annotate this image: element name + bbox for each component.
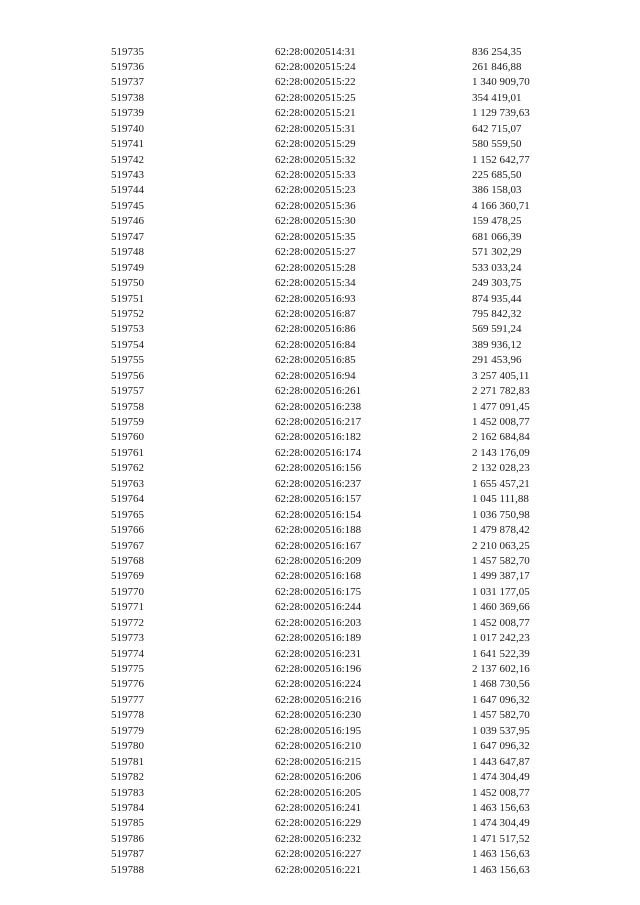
table-row (0, 183, 640, 198)
row-number: 519741 (111, 138, 144, 151)
cadastral-value: 571 302,29 (472, 246, 522, 259)
row-number: 519766 (111, 524, 144, 537)
table-row (0, 338, 640, 353)
table-row (0, 786, 640, 801)
cadastral-value: 1 039 537,95 (472, 724, 530, 737)
cadastral-value-table (0, 45, 640, 879)
row-number: 519768 (111, 554, 144, 567)
table-row (0, 477, 640, 492)
row-number: 519785 (111, 817, 144, 830)
row-number: 519749 (111, 261, 144, 274)
cadastral-number: 62:28:0020516:237 (275, 477, 362, 490)
table-row (0, 863, 640, 878)
table-row (0, 569, 640, 584)
table-row (0, 693, 640, 708)
cadastral-value: 1 647 096,32 (472, 740, 530, 753)
cadastral-number: 62:28:0020515:34 (275, 277, 356, 290)
row-number: 519771 (111, 601, 144, 614)
table-row (0, 91, 640, 106)
cadastral-value: 2 210 063,25 (472, 539, 530, 552)
cadastral-value: 1 045 111,88 (472, 493, 529, 506)
cadastral-value: 1 474 304,49 (472, 817, 530, 830)
cadastral-number: 62:28:0020515:22 (275, 76, 356, 89)
cadastral-value: 1 340 909,70 (472, 76, 530, 89)
row-number: 519780 (111, 740, 144, 753)
row-number: 519788 (111, 863, 144, 876)
cadastral-value: 1 031 177,05 (472, 585, 530, 598)
cadastral-number: 62:28:0020516:217 (275, 416, 362, 428)
row-number: 519779 (111, 724, 144, 737)
cadastral-number: 62:28:0020516:84 (275, 338, 356, 351)
row-number: 519743 (111, 169, 144, 181)
row-number: 519760 (111, 431, 144, 444)
cadastral-value: 1 463 156,63 (472, 848, 530, 861)
table-row (0, 384, 640, 399)
cadastral-number: 62:28:0020516:94 (275, 369, 356, 382)
row-number: 519746 (111, 215, 144, 228)
cadastral-value: 1 017 242,23 (472, 632, 530, 645)
cadastral-number: 62:28:0020516:230 (275, 709, 362, 722)
table-row (0, 276, 640, 291)
cadastral-number: 62:28:0020515:21 (275, 107, 356, 120)
cadastral-number: 62:28:0020515:24 (275, 60, 356, 73)
cadastral-number: 62:28:0020516:93 (275, 292, 356, 305)
cadastral-number: 62:28:0020516:215 (275, 755, 362, 768)
table-row (0, 631, 640, 646)
cadastral-value: 1 457 582,70 (472, 554, 530, 567)
table-row (0, 60, 640, 75)
table-row (0, 492, 640, 507)
row-number: 519736 (111, 60, 144, 73)
table-row (0, 137, 640, 152)
table-row (0, 647, 640, 662)
table-row (0, 230, 640, 245)
cadastral-value: 1 499 387,17 (472, 570, 530, 583)
row-number: 519765 (111, 508, 144, 521)
cadastral-value: 1 479 878,42 (472, 524, 530, 537)
row-number: 519737 (111, 76, 144, 89)
cadastral-value: 291 453,96 (472, 354, 522, 367)
table-row (0, 616, 640, 631)
table-row (0, 739, 640, 754)
row-number: 519740 (111, 122, 144, 135)
cadastral-number: 62:28:0020516:206 (275, 771, 362, 784)
table-row (0, 770, 640, 785)
cadastral-number: 62:28:0020516:87 (275, 307, 356, 320)
row-number: 519758 (111, 400, 144, 413)
cadastral-number: 62:28:0020516:195 (275, 724, 362, 737)
table-row (0, 153, 640, 168)
cadastral-value: 1 452 008,77 (472, 616, 530, 629)
cadastral-number: 62:28:0020515:28 (275, 261, 356, 274)
table-row (0, 847, 640, 862)
cadastral-number: 62:28:0020516:216 (275, 693, 362, 706)
table-row (0, 755, 640, 770)
cadastral-value: 1 463 156,63 (472, 863, 530, 876)
table-row (0, 322, 640, 337)
table-row (0, 353, 640, 368)
row-number: 519739 (111, 107, 144, 120)
cadastral-number: 62:28:0020514:31 (275, 45, 356, 58)
row-number: 519787 (111, 848, 144, 861)
cadastral-number: 62:28:0020515:36 (275, 199, 356, 212)
row-number: 519778 (111, 709, 144, 722)
table-row (0, 554, 640, 569)
cadastral-number: 62:28:0020516:205 (275, 786, 362, 799)
table-row (0, 461, 640, 476)
cadastral-number: 62:28:0020516:154 (275, 508, 362, 521)
table-row (0, 446, 640, 461)
cadastral-value: 386 158,03 (472, 184, 522, 197)
table-row (0, 430, 640, 445)
cadastral-number: 62:28:0020516:196 (275, 663, 362, 675)
cadastral-value: 1 474 304,49 (472, 771, 530, 784)
cadastral-number: 62:28:0020516:224 (275, 678, 362, 691)
cadastral-number: 62:28:0020516:174 (275, 446, 362, 459)
row-number: 519763 (111, 477, 144, 490)
cadastral-number: 62:28:0020516:182 (275, 431, 362, 444)
table-row (0, 75, 640, 90)
row-number: 519784 (111, 801, 144, 814)
cadastral-value: 1 647 096,32 (472, 693, 530, 706)
table-row (0, 801, 640, 816)
row-number: 519735 (111, 45, 144, 58)
cadastral-number: 62:28:0020515:25 (275, 91, 356, 104)
row-number: 519759 (111, 416, 144, 428)
row-number: 519777 (111, 693, 144, 706)
cadastral-value: 261 846,88 (472, 60, 522, 73)
row-number: 519776 (111, 678, 144, 691)
row-number: 519752 (111, 307, 144, 320)
cadastral-number: 62:28:0020516:229 (275, 817, 362, 830)
cadastral-value: 1 457 582,70 (472, 709, 530, 722)
row-number: 519773 (111, 632, 144, 645)
row-number: 519751 (111, 292, 144, 305)
table-row (0, 214, 640, 229)
row-number: 519747 (111, 230, 144, 243)
table-row (0, 45, 640, 60)
table-row (0, 292, 640, 307)
cadastral-number: 62:28:0020516:188 (275, 524, 362, 537)
cadastral-value: 2 143 176,09 (472, 446, 530, 459)
cadastral-value: 1 641 522,39 (472, 647, 530, 660)
cadastral-number: 62:28:0020516:241 (275, 801, 362, 814)
cadastral-number: 62:28:0020516:231 (275, 647, 362, 660)
cadastral-number: 62:28:0020516:210 (275, 740, 362, 753)
row-number: 519738 (111, 91, 144, 104)
table-row (0, 199, 640, 214)
row-number: 519742 (111, 153, 144, 166)
table-row (0, 724, 640, 739)
table-row (0, 539, 640, 554)
cadastral-value: 4 166 360,71 (472, 199, 530, 212)
cadastral-number: 62:28:0020516:189 (275, 632, 362, 645)
row-number: 519770 (111, 585, 144, 598)
cadastral-number: 62:28:0020516:86 (275, 323, 356, 336)
cadastral-value: 1 036 750,98 (472, 508, 530, 521)
row-number: 519750 (111, 277, 144, 290)
row-number: 519762 (111, 462, 144, 475)
table-row (0, 523, 640, 538)
table-row (0, 508, 640, 523)
row-number: 519757 (111, 385, 144, 398)
table-row (0, 415, 640, 430)
row-number: 519748 (111, 246, 144, 259)
cadastral-number: 62:28:0020516:157 (275, 493, 362, 506)
cadastral-value: 1 655 457,21 (472, 477, 530, 490)
cadastral-value: 159 478,25 (472, 215, 522, 228)
row-number: 519756 (111, 369, 144, 382)
row-number: 519783 (111, 786, 144, 799)
row-number: 519744 (111, 184, 144, 197)
row-number: 519774 (111, 647, 144, 660)
cadastral-value: 2 162 684,84 (472, 431, 530, 444)
table-row (0, 832, 640, 847)
table-row (0, 585, 640, 600)
cadastral-value: 795 842,32 (472, 307, 522, 320)
cadastral-value: 1 463 156,63 (472, 801, 530, 814)
row-number: 519772 (111, 616, 144, 629)
row-number: 519767 (111, 539, 144, 552)
cadastral-number: 62:28:0020516:209 (275, 554, 362, 567)
cadastral-value: 1 452 008,77 (472, 786, 530, 799)
cadastral-number: 62:28:0020516:261 (275, 385, 362, 398)
cadastral-value: 569 591,24 (472, 323, 522, 336)
cadastral-value: 3 257 405,11 (472, 369, 530, 382)
cadastral-value: 1 468 730,56 (472, 678, 530, 691)
table-row (0, 816, 640, 831)
cadastral-value: 225 685,50 (472, 169, 522, 181)
cadastral-number: 62:28:0020515:35 (275, 230, 356, 243)
table-row (0, 400, 640, 415)
cadastral-value: 2 137 602,16 (472, 663, 530, 675)
cadastral-value: 1 129 739,63 (472, 107, 530, 120)
row-number: 519781 (111, 755, 144, 768)
cadastral-value: 389 936,12 (472, 338, 522, 351)
table-row (0, 168, 640, 183)
cadastral-number: 62:28:0020515:32 (275, 153, 356, 166)
table-row (0, 662, 640, 677)
table-row (0, 106, 640, 121)
cadastral-number: 62:28:0020515:29 (275, 138, 356, 151)
cadastral-number: 62:28:0020516:175 (275, 585, 362, 598)
row-number: 519755 (111, 354, 144, 367)
cadastral-number: 62:28:0020516:156 (275, 462, 362, 475)
cadastral-value: 1 460 369,66 (472, 601, 530, 614)
row-number: 519769 (111, 570, 144, 583)
cadastral-value: 1 443 647,87 (472, 755, 530, 768)
cadastral-value: 681 066,39 (472, 230, 522, 243)
cadastral-number: 62:28:0020515:23 (275, 184, 356, 197)
cadastral-value: 1 152 642,77 (472, 153, 530, 166)
cadastral-number: 62:28:0020516:244 (275, 601, 362, 614)
row-number: 519754 (111, 338, 144, 351)
cadastral-value: 580 559,50 (472, 138, 522, 151)
table-row (0, 677, 640, 692)
table-row (0, 307, 640, 322)
row-number: 519745 (111, 199, 144, 212)
cadastral-number: 62:28:0020516:232 (275, 832, 362, 845)
cadastral-number: 62:28:0020516:168 (275, 570, 362, 583)
cadastral-number: 62:28:0020516:85 (275, 354, 356, 367)
row-number: 519782 (111, 771, 144, 784)
cadastral-value: 2 271 782,83 (472, 385, 530, 398)
cadastral-number: 62:28:0020516:203 (275, 616, 362, 629)
cadastral-number: 62:28:0020515:27 (275, 246, 356, 259)
cadastral-value: 874 935,44 (472, 292, 522, 305)
row-number: 519786 (111, 832, 144, 845)
cadastral-number: 62:28:0020516:221 (275, 863, 362, 876)
cadastral-value: 249 303,75 (472, 277, 522, 290)
table-row (0, 600, 640, 615)
table-row (0, 369, 640, 384)
cadastral-value: 642 715,07 (472, 122, 522, 135)
cadastral-number: 62:28:0020516:227 (275, 848, 362, 861)
row-number: 519761 (111, 446, 144, 459)
table-row (0, 708, 640, 723)
cadastral-number: 62:28:0020516:167 (275, 539, 362, 552)
cadastral-number: 62:28:0020516:238 (275, 400, 362, 413)
cadastral-value: 354 419,01 (472, 91, 522, 104)
table-row (0, 261, 640, 276)
table-row (0, 245, 640, 260)
table-row (0, 122, 640, 137)
row-number: 519775 (111, 663, 144, 675)
cadastral-value: 1 477 091,45 (472, 400, 530, 413)
cadastral-value: 836 254,35 (472, 45, 522, 58)
cadastral-number: 62:28:0020515:33 (275, 169, 356, 181)
cadastral-number: 62:28:0020515:31 (275, 122, 356, 135)
cadastral-value: 1 452 008,77 (472, 416, 530, 428)
row-number: 519764 (111, 493, 144, 506)
row-number: 519753 (111, 323, 144, 336)
cadastral-number: 62:28:0020515:30 (275, 215, 356, 228)
cadastral-value: 2 132 028,23 (472, 462, 530, 475)
cadastral-value: 1 471 517,52 (472, 832, 530, 845)
cadastral-value: 533 033,24 (472, 261, 522, 274)
